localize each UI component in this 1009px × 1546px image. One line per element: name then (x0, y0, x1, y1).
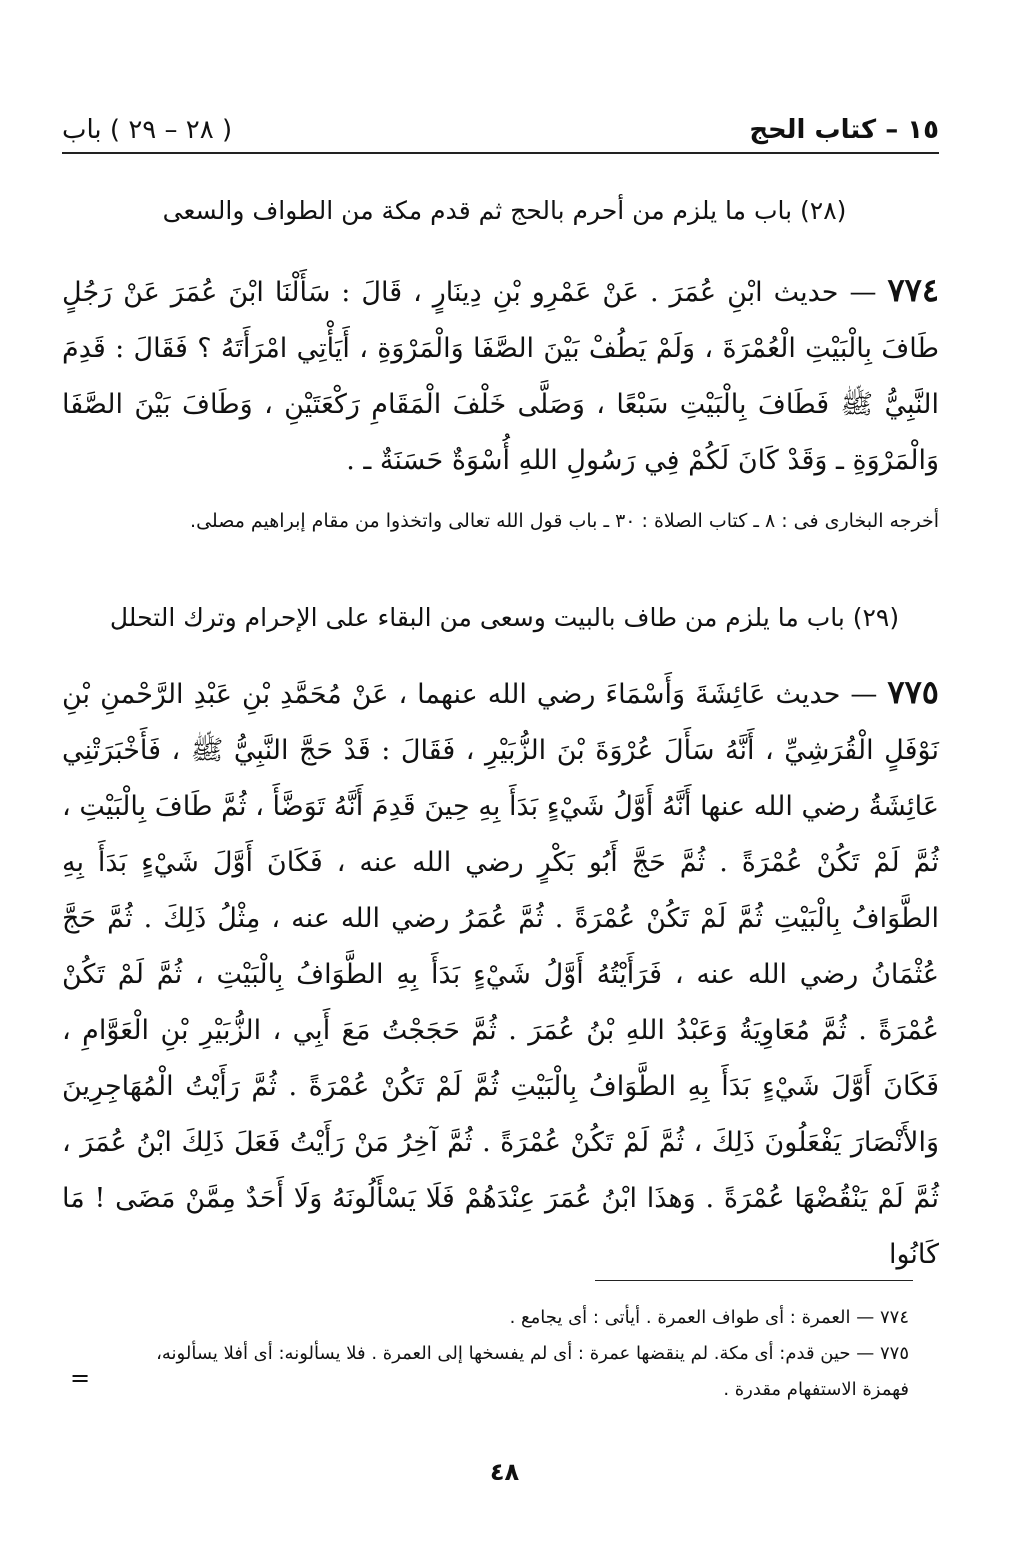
continuation-mark: = (70, 1364, 91, 1392)
section-title-28: (٢٨) باب ما يلزم من أحرم بالحج ثم قدم مكة من الطواف والسعى (162, 196, 847, 225)
hadith-text-775: — حديث عَائِشَةَ وَأَسْمَاءَ رضي الله عنهما ، عَنْ مُحَمَّدِ بْنِ عَبْدِ الرَّحْمنِ بْنِ نَوْفَلٍ الْقُرَشِيِّ ، أَنَّهُ سَأَلَ عُرْوَةَ بْنَ الزُّبَيْرِ ، فَقَالَ : قَدْ حَجَّ النَّبِيُّ ﷺ ، فَأَخْبَرَتْنِي عَائِشَةُ رضي الله عنها أَنَّهُ أَوَّلُ شَيْءٍ بَدَأَ بِهِ حِينَ قَدِمَ أَنَّهُ تَوَضَّأَ ، ثُمَّ طَافَ بِالْبَيْتِ ، ثُمَّ لَمْ تَكُنْ عُمْرَةً . ثُمَّ حَجَّ أَبُو بَكْرٍ رضي الله عنه ، فَكَانَ أَوَّلَ شَيْءٍ بَدَأَ بِهِ الطَّوَافُ بِالْبَيْتِ ثُمَّ لَمْ تَكُنْ عُمْرَةً . ثُمَّ عُمَرُ رضي الله عنه ، مِثْلُ ذَلِكَ . ثُمَّ حَجَّ عُثْمَانُ رضي الله عنه ، فَرَأَيْتُهُ أَوَّلُ شَيْءٍ بَدَأَ بِهِ الطَّوَافُ بِالْبَيْتِ ، ثُمَّ لَمْ تَكُنْ عُمْرَةً . ثُمَّ مُعَاوِيَةُ وَعَبْدُ اللهِ بْنُ عُمَرَ . ثُمَّ حَجَجْتُ مَعَ أَبِي ، الزُّبَيْرِ بْنِ الْعَوَّامِ ، فَكَانَ أَوَّلَ شَيْءٍ بَدَأَ بِهِ الطَّوَافُ بِالْبَيْتِ ثُمَّ لَمْ تَكُنْ عُمْرَةً . ثُمَّ رَأَيْتُ الْمُهَاجِرِينَ وَالأَنْصَارَ يَفْعَلُونَ ذَلِكَ ، ثُمَّ لَمْ تَكُنْ عُمْرَةً . ثُمَّ آخِرُ مَنْ رَأَيْتُ فَعَلَ ذَلِكَ ابْنُ عُمَرَ ، ثُمَّ لَمْ يَنْقُضْهَا عُمْرَةً . وَهذَا ابْنُ عُمَرَ عِنْدَهُمْ فَلَا يَسْأَلُونَهُ وَلَا أَحَدٌ مِمَّنْ مَضَى ! مَا كَانُوا (62, 679, 939, 1270)
footnote-775-continued: فهمزة الاستفهام مقدرة . (723, 1379, 909, 1400)
footnote-775: ٧٧٥ — حين قدم: أى مكة. لم ينقضها عمرة : أى لم يفسخها إلى العمرة . فلا يسألونه: أى أفلا يسألونه، (156, 1343, 909, 1364)
hadith-774 (62, 262, 939, 489)
footnote-divider (595, 1280, 913, 1281)
hadith-number-775: ٧٧٥ (887, 673, 939, 711)
section-title-29: (٢٩) باب ما يلزم من طاف بالبيت وسعى من البقاء على الإحرام وترك التحلل (109, 603, 900, 632)
running-header (62, 108, 939, 154)
chapter-range: ( ٢٨ – ٢٩ ) باب (62, 115, 233, 145)
page-number: ٤٨ (489, 1458, 520, 1486)
hadith-text-774: — حديث ابْنِ عُمَرَ . عَنْ عَمْرِو بْنِ دِينَارٍ ، قَالَ : سَأَلْنَا ابْنَ عُمَرَ عَنْ رَجُلٍ طَافَ بِالْبَيْتِ الْعُمْرَةَ ، وَلَمْ يَطُفْ بَيْنَ الصَّفَا وَالْمَرْوَةِ ، أَيَأْتِي امْرَأَتَهُ ؟ فَقَالَ : قَدِمَ النَّبِيُّ ﷺ فَطَافَ بِالْبَيْتِ سَبْعًا ، وَصَلَّى خَلْفَ الْمَقَامِ رَكْعَتَيْنِ ، وَطَافَ بَيْنَ الصَّفَا وَالْمَرْوَةِ ـ وَقَدْ كَانَ لَكُمْ فِي رَسُولِ اللهِ أُسْوَةٌ حَسَنَةٌ ـ . (62, 277, 939, 476)
footnote-774: ٧٧٤ — العمرة : أى طواف العمرة . أيأتى : أى يجامع . (509, 1307, 909, 1328)
footnotes (62, 1300, 909, 1408)
hadith-number-774: ٧٧٤ (887, 271, 939, 309)
source-note-774: أخرجه البخارى فى : ٨ ـ كتاب الصلاة : ٣٠ ـ باب قول الله تعالى واتخذوا من مقام إبراهيم مصلى. (190, 510, 939, 532)
book-title: ١٥ – كتاب الحج (749, 115, 939, 145)
hadith-775 (62, 664, 939, 1283)
